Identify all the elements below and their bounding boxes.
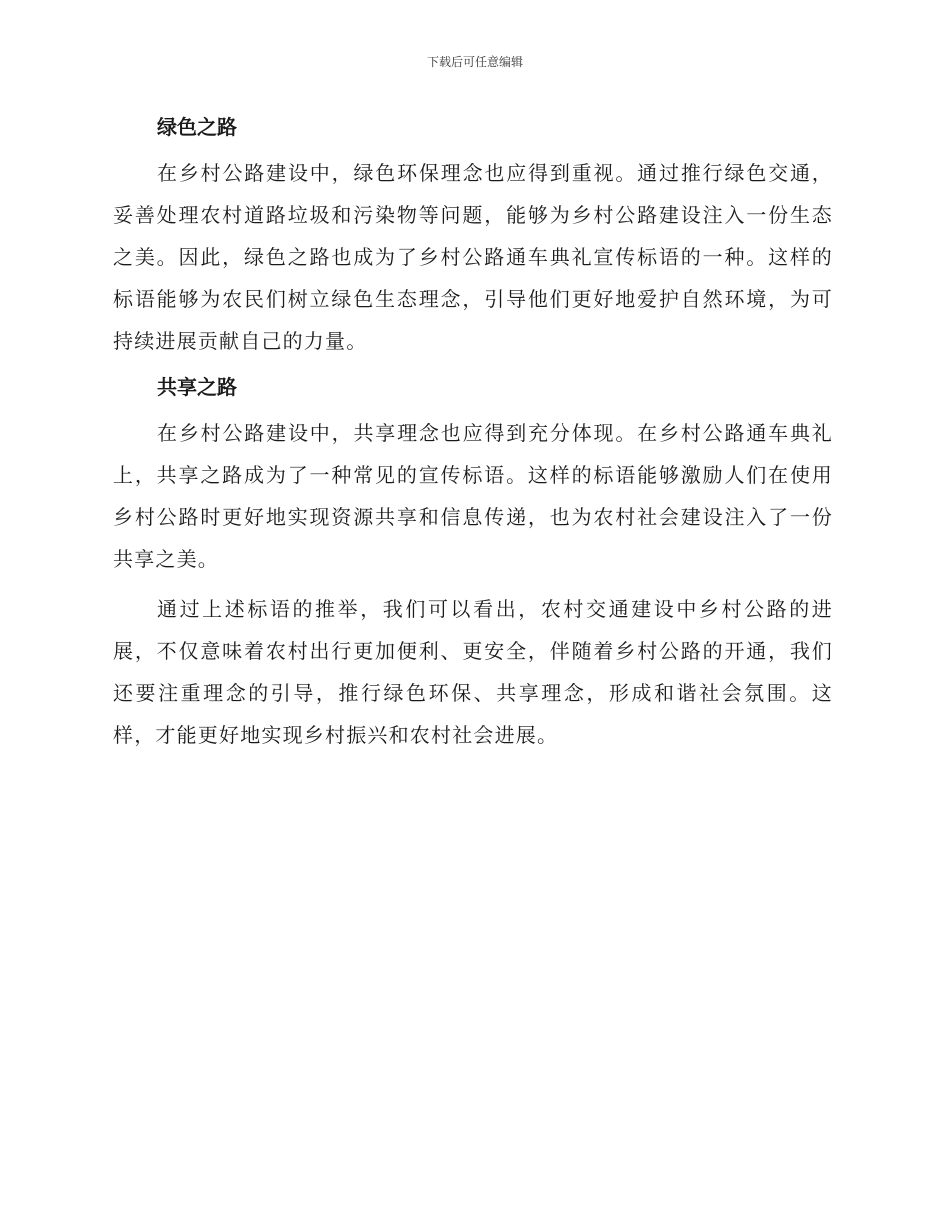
page-header: 下载后可任意编辑 xyxy=(426,55,523,69)
document-body xyxy=(113,106,833,756)
section-heading-green-road: 绿色之路 xyxy=(157,115,237,139)
section-paragraph-shared-road: 在乡村公路建设中，共享理念也应得到充分体现。在乡村公路通车典礼上，共享之路成为了一种常见的宣传标语。这样的标语能够激励人们在使用乡村公路时更好地实现资源共享和信息传递，也为农村社会建设注入了一份共享之美。 xyxy=(113,421,833,571)
section-heading-shared-road: 共享之路 xyxy=(157,375,237,399)
conclusion-paragraph: 通过上述标语的推举，我们可以看出，农村交通建设中乡村公路的进展，不仅意味着农村出行更加便利、更安全，伴随着乡村公路的开通，我们还要注重理念的引导，推行绿色环保、共享理念，形成和谐社会氛围。这样，才能更好地实现乡村振兴和农村社会进展。 xyxy=(113,597,833,747)
section-paragraph-green-road: 在乡村公路建设中，绿色环保理念也应得到重视。通过推行绿色交通，妥善处理农村道路垃圾和污染物等问题，能够为乡村公路建设注入一份生态之美。因此，绿色之路也成为了乡村公路通车典礼宣传标语的一种。这样的标语能够为农民们树立绿色生态理念，引导他们更好地爱护自然环境，为可持续进展贡献自己的力量。 xyxy=(113,161,833,353)
